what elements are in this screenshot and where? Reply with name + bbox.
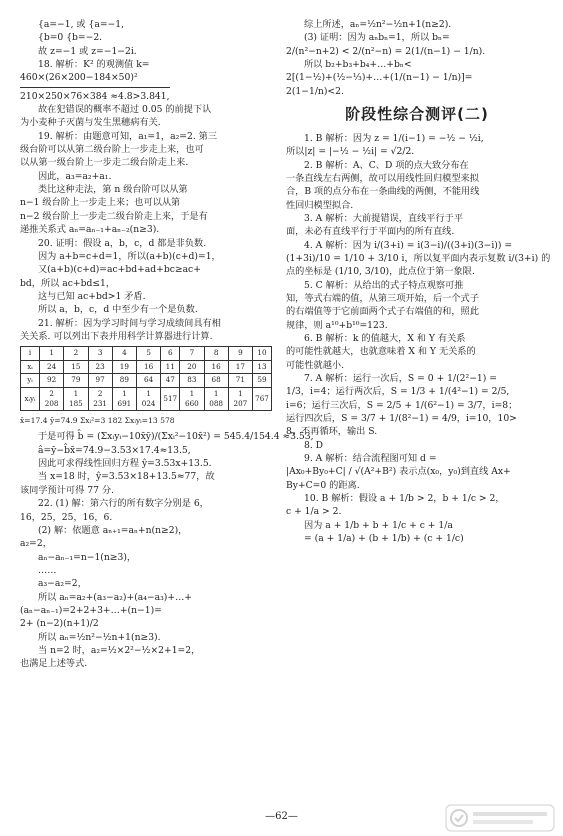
line: 为小麦种子灭菌与发生黑穗病有关.	[20, 117, 161, 129]
line: 19. 解析：由题意可知，a₁=1，a₂=2. 第三	[38, 130, 218, 142]
line: 点的坐标是 (1/10, 3/10)，此点位于第一象限.	[286, 266, 475, 278]
table-cell: 64	[137, 374, 161, 387]
line: 也满足上述等式.	[20, 658, 88, 670]
line: 该同学预计可得 77 分.	[20, 484, 114, 496]
table-cell: 97	[88, 374, 112, 387]
line: 运行四次后，S = 3/7 + 1/(8²−1) = 4/9，i=10，10>	[286, 413, 517, 425]
table-cell: 16	[137, 360, 161, 373]
line: 21. 解析：因为学习时间与学习成绩间具有相	[38, 317, 221, 329]
table-cell: 71	[228, 374, 252, 387]
line: = (a + 1/a) + (b + 1/b) + (c + 1/c)	[304, 533, 464, 545]
line: a₃−a₂=2，	[38, 578, 87, 590]
line: 合，B 项的点分布在一条曲线的两侧，不能用线	[286, 186, 480, 198]
line: 4. A 解析：因为 i/(3+i) = i(3−i)/((3+i)(3−i)) =	[304, 239, 513, 251]
line: 于是可得 b̂ = (Σxᵢyᵢ−10x̄ȳ)/(Σxᵢ²−10x̄²) = 545.4/154.4 ≈3.53,	[38, 431, 314, 443]
line: 一条直线左右两侧，故可以用线性回归模型来拟	[286, 172, 479, 184]
line: 2+ (n−2)(n+1)/2	[20, 618, 99, 630]
line: 7. A 解析：运行一次后，S = 0 + 1/(2²−1) =	[304, 373, 497, 384]
line: 1. B 解析：因为 z = 1/(i−1) = −½ − ½i,	[304, 132, 484, 144]
table-cell: 83	[180, 374, 204, 387]
line: 又(a+b)(c+d)=ac+bd+ad+bc≥ac+	[38, 264, 201, 276]
table-cell: 24	[40, 360, 64, 373]
table-row-header: i	[21, 347, 40, 360]
table-cell: 10	[253, 347, 272, 360]
line: bd，所以 ac+bd≤1，	[20, 277, 116, 289]
stats-line: x̄=17.4 ȳ=74.9 Σxᵢ²=3 182 Σxᵢyᵢ=13 578	[20, 416, 175, 426]
table-cell: 7	[180, 347, 204, 360]
line: n−1 级台阶上一步走上来；也可以从第	[20, 197, 181, 209]
line: 9. A 解析：结合流程图可知 d =	[304, 453, 437, 465]
table-cell: 4	[112, 347, 136, 360]
page-number: —62—	[265, 811, 298, 822]
line: a₂=2，	[20, 538, 52, 550]
line: |Ax₀+By₀+C| / √(A²+B²) 表示点(x₀，y₀)到直线 Ax+	[286, 466, 511, 478]
table-cell: 1 088	[204, 387, 228, 411]
table-cell: 15	[64, 360, 88, 373]
line: c + 1/a > 2.	[286, 506, 342, 518]
line: 所以 a，b，c，d 中至少有一个是负数.	[38, 304, 198, 316]
table-cell: 79	[64, 374, 88, 387]
table-row-header: xᵢyᵢ	[21, 387, 40, 411]
line: 18. 解析：K² 的观测值 k=	[38, 59, 150, 71]
line: 当 n=2 时，a₂=½×2²−½×2+1=2，	[38, 644, 201, 656]
table-cell: 517	[161, 387, 180, 411]
table-cell: 47	[161, 374, 180, 387]
line: 所以 aₙ=a₂+(a₃−a₂)+(a₄−a₃)+…+	[38, 591, 192, 603]
line: 的可能性就越大，也就意味着 X 和 Y 无关系的	[286, 346, 476, 358]
right-column	[286, 18, 551, 545]
formula-denominator: 210×250×76×384 ≈4.8>3.841,	[20, 90, 170, 102]
line: 22. (1) 解：第六行的所有数字分别是 6，	[38, 498, 209, 510]
line: 级台阶可以从第二级台阶上一步走上来，也可	[20, 144, 204, 156]
watermark-icon	[445, 804, 555, 832]
table-cell: 767	[253, 387, 272, 411]
table-cell: 20	[180, 360, 204, 373]
line: 6. B 解析：k 的值越大，X 和 Y 有关系	[304, 332, 466, 344]
table-cell: 3	[88, 347, 112, 360]
table-cell: 89	[112, 374, 136, 387]
table-cell: 17	[228, 360, 252, 373]
line: 可能性就越小.	[286, 359, 345, 371]
line: 知，等式右端的值，从第三项开始，后一个式子	[286, 292, 479, 304]
line: (3) 证明：因为 aₙbₙ=1，所以 bₙ=	[304, 32, 450, 44]
data-table	[20, 346, 272, 411]
table-cell: 13	[253, 360, 272, 373]
line: aₙ−aₙ₋₁=n−1(n≥3)，	[38, 551, 137, 563]
line: 5. C 解析：从给出的式子特点观察可推	[304, 279, 464, 291]
line: By+C=0 的距离.	[286, 479, 360, 491]
table-row	[21, 347, 272, 360]
line: (1+3i)/10 = 1/10 + 3/10 i，所以复平面内表示复数 i/(3+i) 的	[286, 252, 551, 264]
table-cell: 19	[112, 360, 136, 373]
line: i=6；运行三次后，S = 2/5 + 1/(6²−1) = 3/7，i=8；	[286, 399, 518, 411]
line: 关关系. 可以列出下表并用科学计算器进行计算.	[20, 330, 213, 342]
table-cell: 5	[137, 347, 161, 360]
line: 的右端值等于它前面两个式子右端值的和，照此	[286, 306, 479, 318]
line: 递推关系式 aₙ=aₙ₋₁+aₙ₋₂(n≥3).	[20, 224, 160, 236]
table-cell: 8	[204, 347, 228, 360]
line: 因此可求得线性回归方程 ŷ=3.53x+13.5.	[38, 458, 212, 470]
table-cell: 2	[64, 347, 88, 360]
line: 面，未必有直线平行于平面内的所有直线.	[286, 226, 455, 238]
line: n−2 级台阶上一步走二级台阶走上来，于是有	[20, 210, 208, 222]
line: 2. B 解析：A、C、D 项的点大致分布在	[304, 159, 469, 171]
line: 以从第一级台阶上一步走二级台阶走上来.	[20, 157, 189, 169]
line: 20. 证明：假设 a，b，c，d 都是非负数.	[38, 237, 207, 249]
line: 所以 aₙ=½n²−½n+1(n≥3).	[38, 631, 161, 643]
line: 这与已知 ac+bd>1 矛盾.	[38, 290, 146, 302]
line: 16，25，25，16，6.	[20, 511, 113, 523]
formula-numerator: 460×(26×200−184×50)²	[20, 72, 138, 84]
line: ……	[38, 564, 57, 576]
line: 10. B 解析：假设 a + 1/b > 2，b + 1/c > 2，	[304, 493, 505, 505]
table-row-header: xᵢ	[21, 360, 40, 373]
line: 性回归模型拟合.	[286, 199, 354, 211]
table-row	[21, 387, 272, 411]
line: 当 x=18 时，ŷ=3.53×18+13.5≈77，故	[38, 471, 215, 483]
line: 综上所述，aₙ=½n²−½n+1(n≥2).	[304, 19, 452, 30]
line: {b=0 {b=−2.	[38, 32, 103, 44]
line: {a=−1, 或 {a=−1,	[38, 19, 124, 30]
table-cell: 1 691	[112, 387, 136, 411]
line: 因此，a₃=a₂+a₁.	[38, 170, 112, 182]
table-cell: 6	[161, 347, 180, 360]
line: 3. A 解析：大前提错误，直线平行于平	[304, 212, 464, 224]
line: 2(1−1/n)<2.	[286, 85, 344, 97]
fraction-bar	[20, 87, 170, 88]
section-heading: 阶段性综合测评(二)	[345, 105, 489, 124]
line: 因为 a+b=c+d=1，所以(a+b)(c+d)=1，	[38, 250, 221, 262]
line: 故 z=−1 或 z=−1−2i.	[38, 45, 137, 57]
table-cell: 2 208	[40, 387, 64, 411]
line: 规律，则 a¹⁰+b¹⁰=123.	[286, 319, 388, 331]
table-row	[21, 360, 272, 373]
table-row	[21, 374, 272, 387]
table-cell: 1 660	[180, 387, 204, 411]
line: â=ȳ−b̂x̄=74.9−3.53×17.4≈13.5,	[38, 444, 191, 456]
table-cell: 1	[40, 347, 64, 360]
line: 故在犯错误的概率不超过 0.05 的前提下认	[38, 104, 212, 116]
table-cell: 1 185	[64, 387, 88, 411]
line: 1/3，i=4；运行两次后，S = 1/3 + 1/(4²−1) = 2/5,	[286, 386, 510, 398]
table-cell: 68	[204, 374, 228, 387]
table-cell: 1 207	[228, 387, 252, 411]
line: (aₙ−aₙ₋₁)=2+2+3+…+(n−1)=	[20, 604, 162, 616]
line: 8. D	[304, 439, 324, 451]
line: 8，不再循环，输出 S.	[286, 426, 378, 438]
table-cell: 92	[40, 374, 64, 387]
table-row-header: yᵢ	[21, 374, 40, 387]
watermark-logo	[445, 804, 555, 832]
table-cell: 11	[161, 360, 180, 373]
table-cell: 9	[228, 347, 252, 360]
line: 2[(1−½)+(½−⅓)+…+(1/(n−1) − 1/n)]=	[286, 72, 473, 84]
line: 类比这种走法，第 n 级台阶可以从第	[38, 184, 188, 196]
table-cell: 2 231	[88, 387, 112, 411]
table-cell: 1 024	[137, 387, 161, 411]
table-cell: 16	[204, 360, 228, 373]
line: 所以 b₂+b₃+b₄+…+bₙ<	[304, 59, 412, 71]
table-cell: 23	[88, 360, 112, 373]
line: 所以|z| = |−½ − ½i| = √2/2.	[286, 146, 415, 158]
line: 因为 a + 1/b + b + 1/c + c + 1/a	[304, 519, 453, 531]
table-cell: 59	[253, 374, 272, 387]
line: 2/(n²−n+2) < 2/(n²−n) = 2(1/(n−1) − 1/n).	[286, 45, 486, 57]
line: (2) 解：依题意 aₙ₊₁=aₙ+n(n≥2)，	[38, 524, 188, 536]
